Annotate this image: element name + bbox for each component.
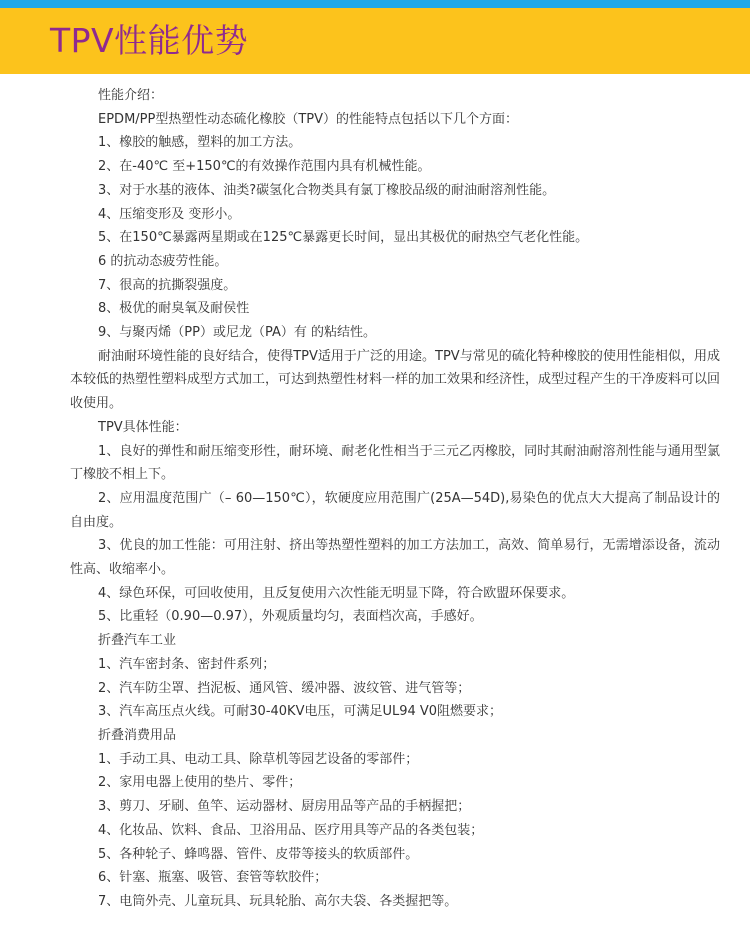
article-body: [70, 84, 720, 914]
top-accent-stripe: [0, 0, 750, 8]
list-item: 7、电筒外壳、儿童玩具、玩具轮胎、高尔夫袋、各类握把等。: [98, 893, 458, 909]
summary-paragraph: 耐油耐环境性能的良好结合，使得TPV适用于广泛的用途。TPV与常见的硫化特种橡胶的使用性能相似，用成本较低的热塑性塑料成型方式加工，可达到热塑性材料一样的加工效果和经济性，成型过程产生的干净废料可以回收使用。: [70, 348, 721, 412]
list-item: 4、绿色环保，可回收使用，且反复使用六次性能无明显下降，符合欧盟环保要求。: [98, 585, 575, 601]
list-item: 2、汽车防尘罩、挡泥板、通风管、缓冲器、波纹管、进气管等；: [98, 680, 471, 696]
section-heading-consumer: 折叠消费用品: [98, 727, 177, 743]
list-item: 7、很高的抗撕裂强度。: [98, 277, 237, 293]
list-item: 2、在-40℃ 至+150℃的有效操作范围内具有机械性能。: [98, 159, 431, 175]
list-item: 1、汽车密封条、密封件系列；: [98, 656, 276, 672]
section-heading-specific: TPV具体性能：: [98, 419, 188, 435]
list-item: 5、各种轮子、蜂鸣器、管件、皮带等接头的软质部件。: [98, 846, 419, 862]
list-item: 2、家用电器上使用的垫片、零件；: [98, 775, 302, 791]
list-item: 5、比重轻（0.90—0.97），外观质量均匀，表面档次高，手感好。: [98, 609, 483, 625]
list-item: 3、优良的加工性能：可用注射、挤出等热塑性塑料的加工方法加工，高效、简单易行，无需增添设备，流动性高、收缩率小。: [70, 538, 720, 578]
list-item: 1、橡胶的触感，塑料的加工方法。: [98, 135, 302, 151]
section-heading-performance: 性能介绍：: [98, 88, 164, 103]
list-item: 3、对于水基的液体、油类?碳氢化合物类具有氯丁橡胶品级的耐油耐溶剂性能。: [98, 182, 556, 198]
list-item: 4、化妆品、饮料、食品、卫浴用品、医疗用具等产品的各类包装；: [98, 822, 484, 838]
title-banner: [0, 8, 750, 74]
list-item: 4、压缩变形及 变形小。: [98, 206, 241, 222]
list-item: 3、剪刀、牙刷、鱼竿、运动器材、厨房用品等产品的手柄握把；: [98, 799, 471, 815]
list-item: 9、与聚丙烯（PP）或尼龙（PA）有 的粘结性。: [98, 325, 376, 341]
list-item: 6 的抗动态疲劳性能。: [98, 253, 228, 269]
list-item: 1、良好的弹性和耐压缩变形性，耐环境、耐老化性相当于三元乙丙橡胶，同时其耐油耐溶剂性能与通用型氯丁橡胶不相上下。: [70, 443, 720, 483]
list-item: 8、极优的耐臭氧及耐侯性: [98, 301, 250, 317]
page-title: TPV性能优势: [50, 21, 249, 60]
section-heading-automotive: 折叠汽车工业: [98, 633, 177, 649]
list-item: 3、汽车高压点火线。可耐30-40KV电压，可满足UL94 V0阻燃要求；: [98, 704, 503, 720]
list-item: 6、针塞、瓶塞、吸管、套管等软胶件；: [98, 870, 328, 886]
performance-intro: EPDM/PP型热塑性动态硫化橡胶（TPV）的性能特点包括以下几个方面：: [98, 111, 519, 127]
list-item: 1、手动工具、电动工具、除草机等园艺设备的零部件；: [98, 751, 419, 767]
list-item: 2、应用温度范围广（– 60—150℃），软硬度应用范围广(25A—54D),易染色的优点大大提高了制品设计的自由度。: [70, 490, 720, 530]
list-item: 5、在150℃暴露两星期或在125℃暴露更长时间，显出其极优的耐热空气老化性能。: [98, 230, 589, 246]
